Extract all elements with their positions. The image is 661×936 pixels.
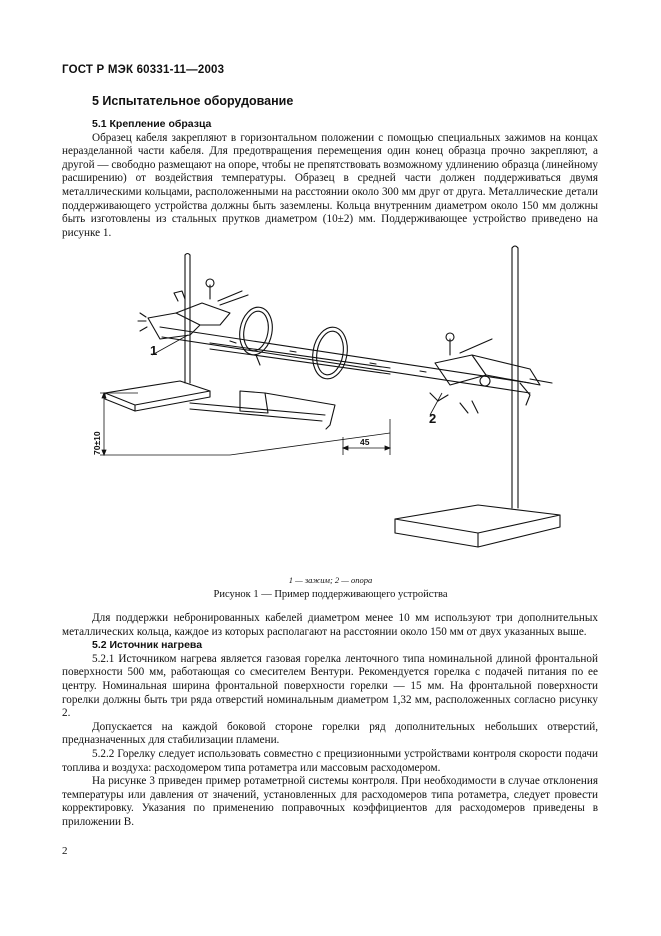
figure-legend: 1 — зажим; 2 — опора — [288, 575, 373, 585]
figure-support-device — [90, 243, 570, 573]
paragraph-5-1: Образец кабеля закрепляют в горизонтальном положении с помощью специальных зажимов на концах неразделанной части кабеля. Для предотвращения перемещения один конец образца прочно закрепляют, а другой — свободно размещают на опоре, чтобы не препятствовать возможному удлинению образца (линейному расширению) от воздействия температуры. Образец в средней части должен поддерживаться двумя металлическими кольцами, расположенными на расстоянии около 300 мм друг от друга. Металлические детали поддерживающего устройства должны быть заземлены. Кольца внутренним диаметром около 150 мм должны быть изготовлены из стальных прутков диаметром (10±2) мм. Поддерживающее устройство приведено на рисунке 1. — [62, 131, 598, 239]
figure-caption: Рисунок 1 — Пример поддерживающего устройства — [213, 589, 448, 600]
dimension-height: 70±10 — [92, 431, 102, 455]
paragraph-5-2-1: 5.2.1 Источником нагрева является газовая горелка ленточного типа номинальной длиной фронтальной поверхности 500 мм, работающая со смесителем Вентури. Рекомендуется горелка с подачей питания по ее центру. Номинальная ширина фронтальной поверхности горелки — 15 мм. На фронтальной поверхности горелки должны быть три ряда отверстий номинальным диаметром 1,32 мм, расположенных согласно рисунку 2. — [62, 652, 598, 720]
left-clamp — [138, 279, 248, 339]
section-title: 5 Испытательное оборудование — [92, 94, 294, 108]
subsection-title-5-2: 5.2 Источник нагрева — [92, 639, 203, 652]
paragraph-5-2-1-note: Допускается на каждой боковой стороне горелки ряд дополнительных небольших отверстий, предназначенных для стабилизации пламени. — [62, 720, 598, 747]
section-5-2-block — [62, 612, 598, 830]
dimension-width: 45 — [360, 437, 370, 447]
right-stand-base — [395, 505, 560, 547]
paragraph-5-2-2: 5.2.2 Горелку следует использовать совместно с прецизионными устройствами контроля скорости подачи топлива и воздуха: расходомером типа ротаметра или массовым расходомером. — [62, 747, 598, 774]
left-stand-base — [105, 381, 210, 411]
right-clamp — [430, 333, 552, 413]
right-stand-rod — [512, 246, 518, 508]
subsection-title-5-1: 5.1 Крепление образца — [92, 118, 212, 130]
figure-label-2: 2 — [429, 411, 437, 426]
figure-label-1: 1 — [150, 343, 158, 358]
lower-support-bar — [190, 391, 335, 429]
document-header: ГОСТ Р МЭК 60331-11—2003 — [62, 64, 225, 76]
paragraph-unarmored: Для поддержки небронированных кабелей диаметром менее 10 мм используют три дополнительных металлических кольца, каждое из которых располагают на расстоянии около 150 мм от двух указанных выше. — [62, 612, 598, 638]
section-5-1 — [62, 118, 598, 240]
paragraph-rotameter: На рисунке 3 приведен пример ротаметрной системы контроля. При необходимости в случае отклонения температуры или давления от значений, установленных для расходомеров типа ротаметра, следует провести корректировку. Указания по применению поправочных коэффициентов для расходомеров приведены в приложении В. — [62, 775, 598, 828]
page-number: 2 — [62, 845, 68, 857]
